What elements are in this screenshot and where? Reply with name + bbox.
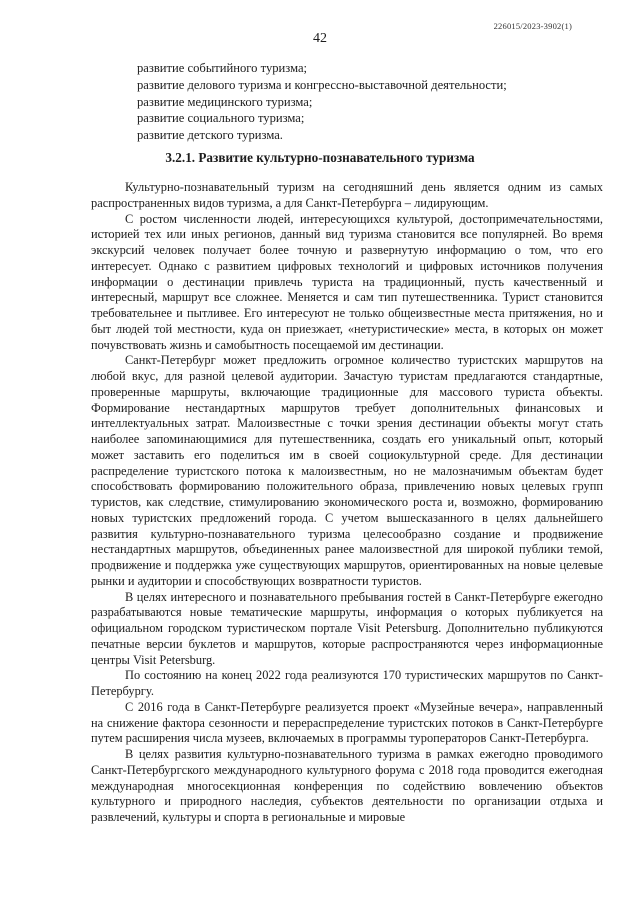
list-item: развитие делового туризма и конгрессно-выставочной деятельности; <box>137 77 507 92</box>
paragraph: В целях развития культурно-познавательного туризма в рамках ежегодно проводимого Санкт-Петербургского международного культурного форума с 2018 года проводится ежегодная международная многосекционная конференция по содействию вовлечению объектов культурного и природного наследия, субъектов деятельности по организации отдыха и развлечений, культуры и спорта в региональные и мировые <box>91 747 603 824</box>
paragraph: Санкт-Петербург может предложить огромное количество туристских маршрутов на любой вкус, для разной целевой аудитории. Зачастую туристам предлагаются стандартные, проверенные маршруты, включающие традиционные для массового туриста объекты. Формирование нестандартных маршрутов требует дополнительных финансовых и интеллектуальных затрат. Малоизвестные с точки зрения дестинации объекты могут стать наиболее запоминающимися для путешественника, создать его уникальный опыт, который может заставить его поделиться им в своей социокультурной среде. Для дестинации распределение туристского потока к малоизвестным, но не малозначимым объектам будет способствовать формированию положительного образа, привлечению новых целевых групп туристов, как следствие, стимулированию экономического роста и, возможно, формированию новых туристских предложений города. С учетом вышесказанного в целях дальнейшего развития культурно-познавательного туризма целесообразно создание и продвижение нестандартных маршрутов, объединенных ранее малоизвестной для широкой публики темой, продвижение и поддержка уже существующих маршрутов, ориентированных на новые целевые рынки и аудитории и способствующих возвратности туристов. <box>91 353 603 588</box>
section-heading: 3.2.1. Развитие культурно-познавательного туризма <box>165 150 475 165</box>
paragraph: Культурно-познавательный туризм на сегодняшний день является одним из самых распространенных видов туризма, а для Санкт-Петербурга – лидирующим. <box>91 180 603 210</box>
tourism-directions-list <box>137 60 557 144</box>
paragraph: С ростом численности людей, интересующихся культурой, достопримечательностями, историей тех или иных регионов, данный вид туризма становится все популярней. Во время экскурсий человек получает более точную и развернутую информацию о том, что его интересует. Однако с развитием цифровых технологий и цифровых источников получения информации о дестинации привлечь туриста на традиционный, пусть качественный и интересный, маршрут все сложнее. Меняется и сам тип путешественника. Турист становится требовательнее и пытливее. Его интересуют не только общеизвестные места притяжения, но и быт людей той местности, куда он приезжает, «нетуристические» места, в которых он может почувствовать жизнь и самобытность посещаемой им дестинации. <box>91 211 603 352</box>
list-item: развитие событийного туризма; <box>137 61 308 75</box>
document-id: 226015/2023-3902(1) <box>493 21 572 31</box>
list-item: развитие социального туризма; <box>137 111 305 126</box>
section-body <box>91 180 603 826</box>
list-item: развитие детского туризма. <box>137 128 283 143</box>
paragraph: По состоянию на конец 2022 года реализуются 170 туристических маршрутов по Санкт-Петербургу. <box>91 668 603 698</box>
list-item: развитие медицинского туризма; <box>137 94 313 109</box>
page-number: 42 <box>313 31 327 46</box>
paragraph: В целях интересного и познавательного пребывания гостей в Санкт-Петербурге ежегодно разрабатываются новые тематические маршруты, информация о которых публикуется на официальном городском туристическом портале Visit Petersburg. Дополнительно публикуются печатные версии буклетов и маршрутов, которые распространяются через информационные центры Visit Petersburg. <box>91 589 603 667</box>
paragraph: С 2016 года в Санкт-Петербурге реализуется проект «Музейные вечера», направленный на снижение фактора сезонности и перераспределение туристских потоков в Санкт-Петербурге путем расширения числа музеев, включаемых в программы туроператоров Санкт-Петербурга. <box>91 699 603 746</box>
